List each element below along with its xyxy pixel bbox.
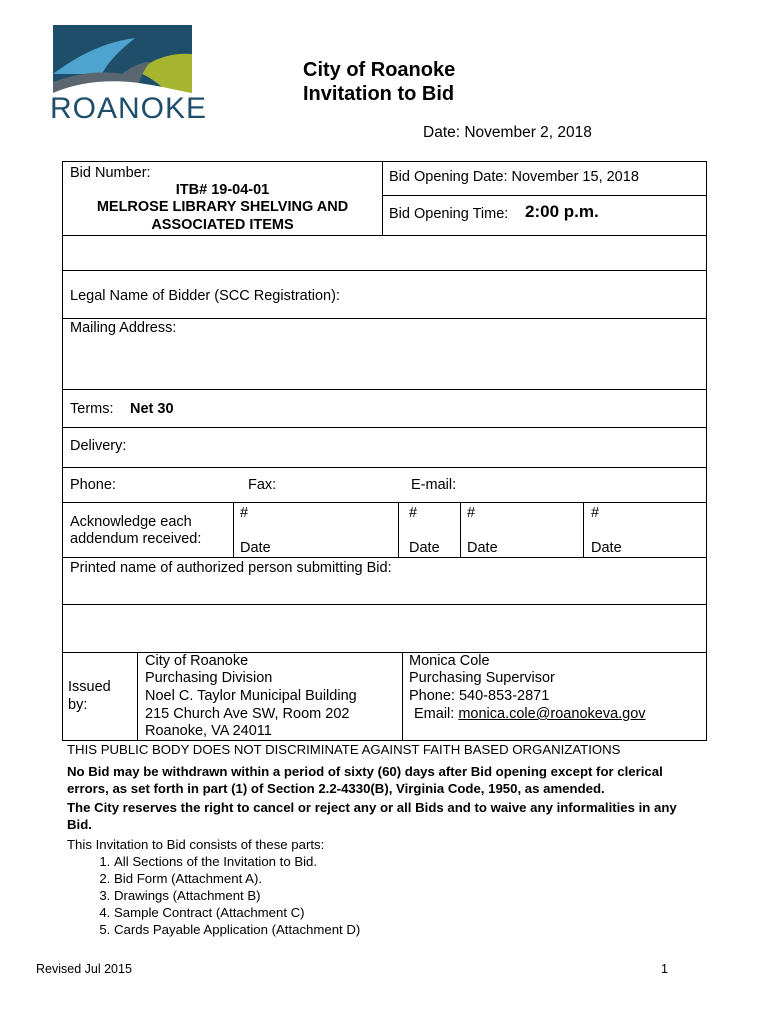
issued-by-line2: by: <box>68 697 88 713</box>
bid-opening-date: Bid Opening Date: November 15, 2018 <box>389 169 639 185</box>
bid-form-table <box>62 161 707 741</box>
addendum-3-date[interactable]: Date <box>467 540 498 556</box>
email-field[interactable]: E-mail: <box>411 477 457 493</box>
list-item: 1. All Sections of the Invitation to Bid. <box>114 853 360 870</box>
addendum-4-date[interactable]: Date <box>591 540 622 556</box>
legal-name-field[interactable]: Legal Name of Bidder (SCC Registration): <box>70 288 340 304</box>
bid-opening-time-value: 2:00 p.m. <box>525 202 599 221</box>
bid-opening-time-label: Bid Opening Time: <box>389 206 509 222</box>
contact-title: Purchasing Supervisor <box>409 670 555 686</box>
terms-label: Terms: <box>70 401 114 417</box>
issuer-line1: City of Roanoke <box>145 653 249 669</box>
revision-date: Revised Jul 2015 <box>36 962 132 976</box>
acknowledge-label-line1: Acknowledge each <box>70 514 192 530</box>
doc-type: Invitation to Bid <box>303 83 455 105</box>
phone-field[interactable]: Phone: <box>70 477 116 493</box>
issuer-line2: Purchasing Division <box>145 670 273 686</box>
nondiscrimination-notice: THIS PUBLIC BODY DOES NOT DISCRIMINATE AGAINST FAITH BASED ORGANIZATIONS <box>67 742 621 757</box>
withdrawal-notice <box>67 763 663 797</box>
rights-line1: The City reserves the right to cancel or reject any or all Bids and to waive any informalities in any <box>67 800 677 815</box>
addendum-3-number[interactable]: # <box>467 505 476 521</box>
addendum-2-date[interactable]: Date <box>409 540 440 556</box>
list-item: 4. Sample Contract (Attachment C) <box>114 904 360 921</box>
parts-intro: This Invitation to Bid consists of these parts: <box>67 837 325 852</box>
contact-email-line <box>414 706 646 723</box>
rights-notice <box>67 799 677 833</box>
delivery-field[interactable]: Delivery: <box>70 438 127 454</box>
logo-text: ROANOKE <box>50 92 208 125</box>
page-number: 1 <box>661 962 668 976</box>
printed-name-field[interactable]: Printed name of authorized person submitting Bid: <box>70 560 392 576</box>
issued-by-line1: Issued <box>68 679 111 695</box>
roanoke-logo <box>50 24 208 125</box>
itb-number: ITB# 19-04-01 <box>175 182 270 198</box>
issuer-line5: Roanoke, VA 24011 <box>145 723 272 739</box>
bid-title-line2: ASSOCIATED ITEMS <box>151 217 294 233</box>
mailing-address-field[interactable]: Mailing Address: <box>70 320 177 336</box>
issuer-line4: 215 Church Ave SW, Room 202 <box>145 706 350 722</box>
issuer-line3: Noel C. Taylor Municipal Building <box>145 688 357 704</box>
city-name: City of Roanoke <box>303 59 456 81</box>
contact-name: Monica Cole <box>409 653 490 669</box>
list-item: 2. Bid Form (Attachment A). <box>114 870 360 887</box>
document-title <box>303 58 455 106</box>
parts-list <box>67 853 360 938</box>
bid-number-label: Bid Number: <box>70 165 151 181</box>
bid-title-line1: MELROSE LIBRARY SHELVING AND <box>96 199 349 215</box>
addendum-1-date[interactable]: Date <box>240 540 271 556</box>
addendum-4-number[interactable]: # <box>591 505 600 521</box>
withdrawal-line2: errors, as set forth in part (1) of Section 2.2-4330(B), Virginia Code, 1950, as amended. <box>67 781 605 796</box>
terms-value: Net 30 <box>130 401 174 417</box>
list-item: 3. Drawings (Attachment B) <box>114 887 360 904</box>
contact-phone: Phone: 540-853-2871 <box>409 688 550 704</box>
addendum-1-number[interactable]: # <box>240 505 249 521</box>
fax-field[interactable]: Fax: <box>248 477 277 493</box>
parts-section <box>67 836 360 938</box>
acknowledge-label-line2: addendum received: <box>70 531 202 547</box>
rights-line2: Bid. <box>67 817 92 832</box>
contact-email-label: Email: <box>414 706 455 722</box>
addendum-2-number[interactable]: # <box>409 505 418 521</box>
withdrawal-line1: No Bid may be withdrawn within a period of sixty (60) days after Bid opening except for clerical <box>67 764 663 779</box>
issue-date: Date: November 2, 2018 <box>423 124 592 141</box>
list-item: 5. Cards Payable Application (Attachment D) <box>114 921 360 938</box>
contact-email-link[interactable]: monica.cole@roanokeva.gov <box>458 706 646 722</box>
